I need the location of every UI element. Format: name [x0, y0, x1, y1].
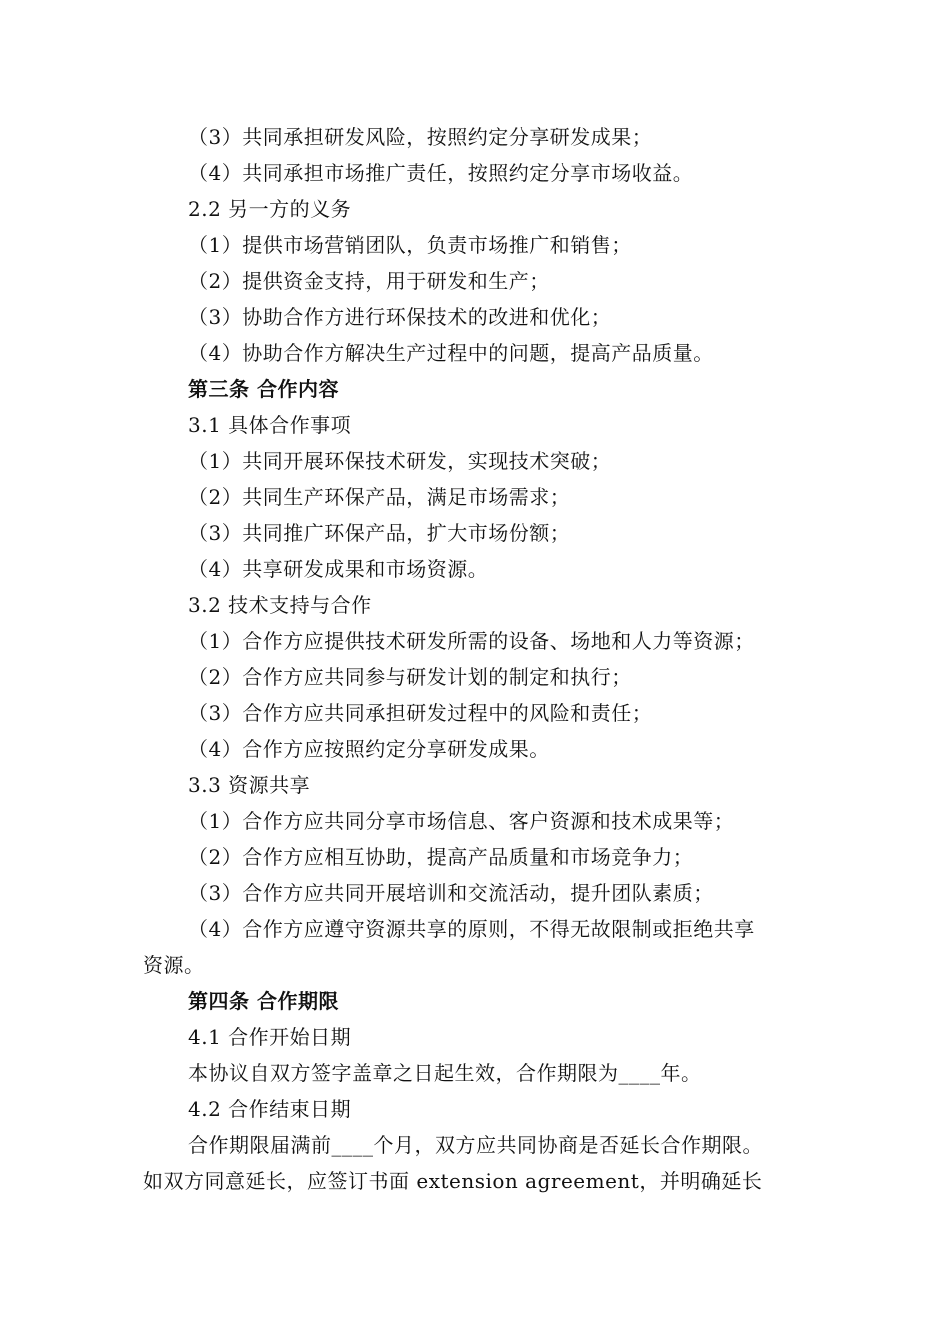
subsection-heading: 3.2 技术支持与合作	[188, 593, 372, 617]
text-line: （4）合作方应按照约定分享研发成果。	[188, 737, 550, 761]
text-line: 本协议自双方签字盖章之日起生效，合作期限为____年。	[188, 1061, 702, 1085]
text-line: （4）共同承担市场推广责任，按照约定分享市场收益。	[188, 161, 694, 185]
subsection-heading: 2.2 另一方的义务	[188, 197, 352, 221]
text-line: （1）共同开展环保技术研发，实现技术突破；	[188, 449, 612, 473]
text-line: （2）合作方应相互协助，提高产品质量和市场竞争力；	[188, 845, 694, 869]
text-line: （4）合作方应遵守资源共享的原则，不得无故限制或拒绝共享	[188, 917, 755, 941]
document-body	[143, 119, 843, 1199]
subsection-heading: 4.2 合作结束日期	[188, 1097, 352, 1121]
text-line: （1）合作方应提供技术研发所需的设备、场地和人力等资源；	[188, 629, 755, 653]
text-line: 合作期限届满前____个月，双方应共同协商是否延长合作期限。	[188, 1133, 763, 1157]
text-line: （1）合作方应共同分享市场信息、客户资源和技术成果等；	[188, 809, 735, 833]
text-line: （3）共同承担研发风险，按照约定分享研发成果；	[188, 125, 653, 149]
text-line: （4）共享研发成果和市场资源。	[188, 557, 489, 581]
text-line: 资源。	[143, 953, 205, 977]
text-line: （1）提供市场营销团队，负责市场推广和销售；	[188, 233, 632, 257]
subsection-heading: 3.1 具体合作事项	[188, 413, 352, 437]
text-line: （4）协助合作方解决生产过程中的问题，提高产品质量。	[188, 341, 714, 365]
text-line: （2）提供资金支持，用于研发和生产；	[188, 269, 550, 293]
text-line: 如双方同意延长，应签订书面 extension agreement，并明确延长	[143, 1169, 763, 1193]
text-line: （2）共同生产环保产品，满足市场需求；	[188, 485, 571, 509]
subsection-heading: 4.1 合作开始日期	[188, 1025, 352, 1049]
text-line: （3）共同推广环保产品，扩大市场份额；	[188, 521, 571, 545]
text-line: （3）协助合作方进行环保技术的改进和优化；	[188, 305, 612, 329]
article-heading: 第三条 合作内容	[188, 377, 339, 401]
subsection-heading: 3.3 资源共享	[188, 773, 311, 797]
text-line: （3）合作方应共同开展培训和交流活动，提升团队素质；	[188, 881, 714, 905]
text-line: （2）合作方应共同参与研发计划的制定和执行；	[188, 665, 632, 689]
article-heading: 第四条 合作期限	[188, 989, 339, 1013]
text-line: （3）合作方应共同承担研发过程中的风险和责任；	[188, 701, 653, 725]
